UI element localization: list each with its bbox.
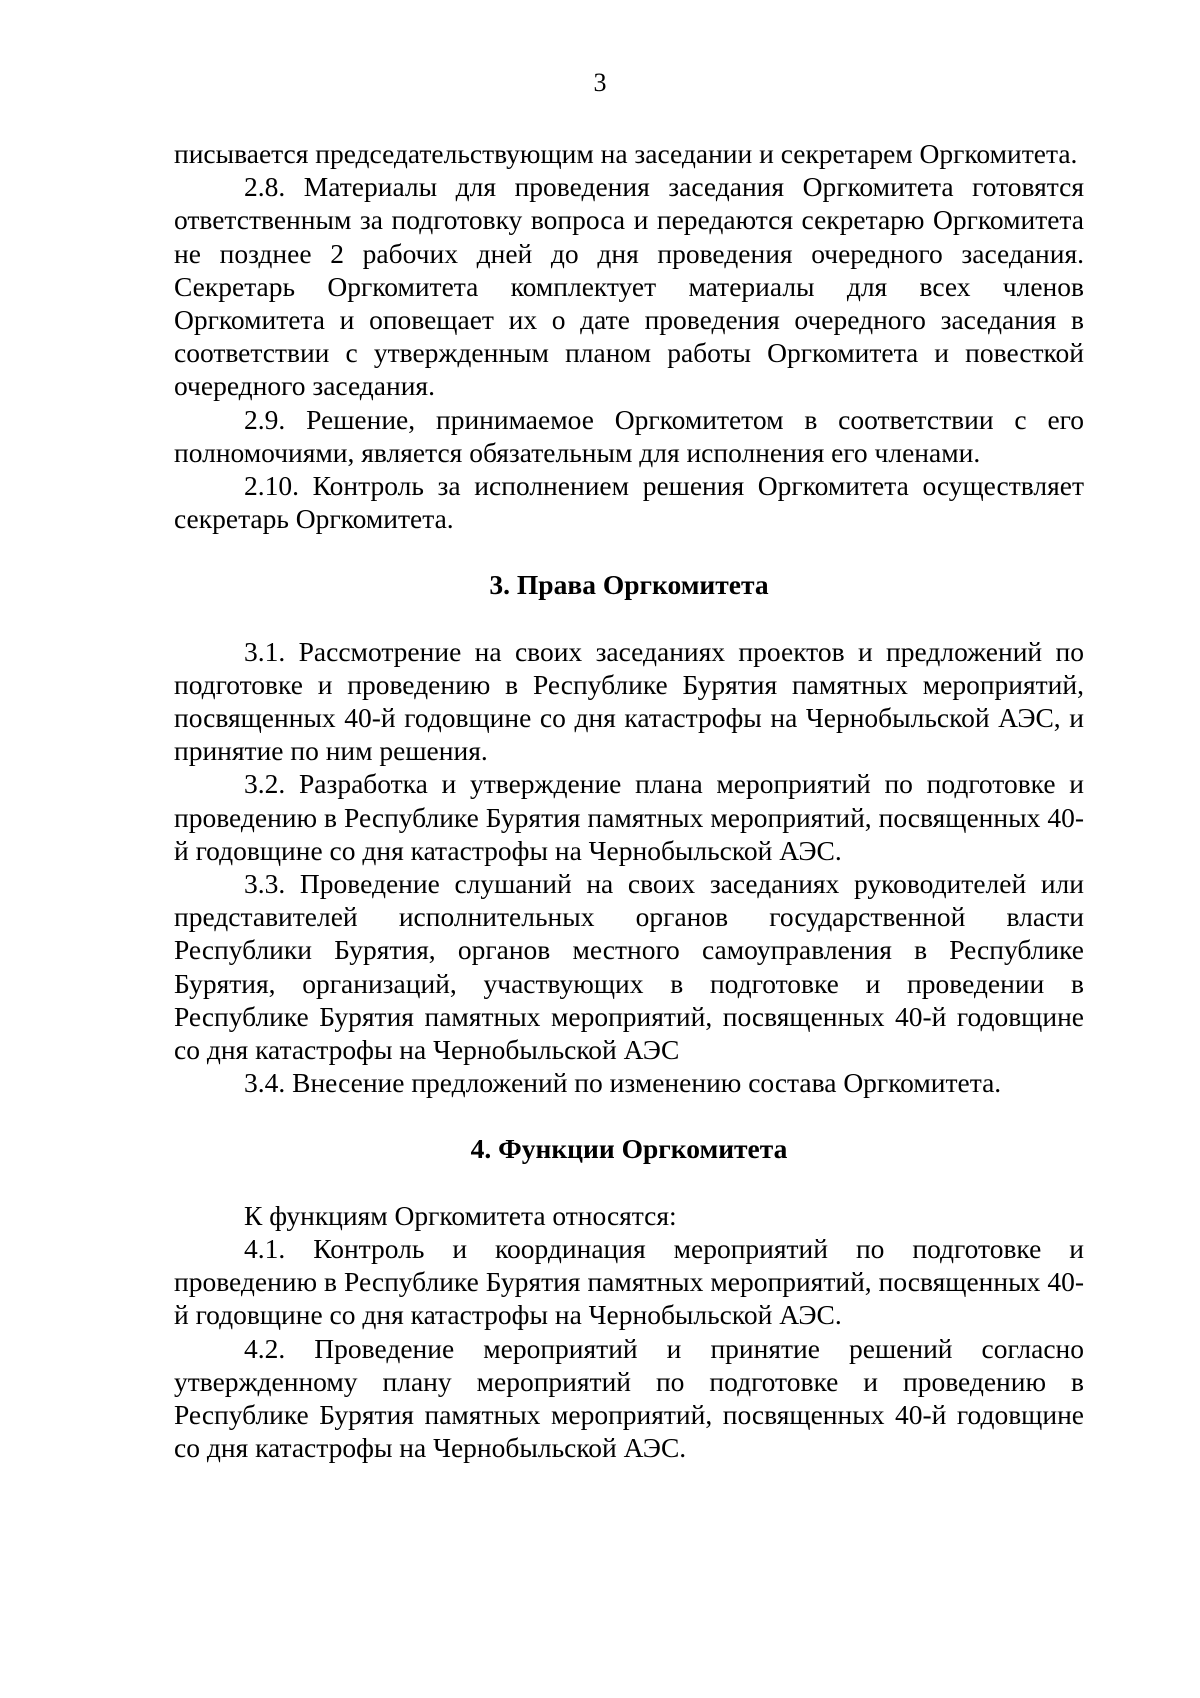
- paragraph-4-intro: К функциям Оргкомитета относятся:: [244, 1199, 677, 1231]
- paragraph-3-3: 3.3. Проведение слушаний на своих заседаниях руководителей или представителей исполнительных органов государственной власти Республики Бурятия, органов местного самоуправления в Республике Бурятия, организаций, участвующих в подготовке и проведении в Республике Бурятия памятных мероприятий, посвященных 40-й годовщине со дня катастрофы на Чернобыльской АЭС: [174, 868, 1084, 1066]
- paragraph-3-2: 3.2. Разработка и утверждение плана мероприятий по подготовке и проведению в Республике Бурятия памятных мероприятий, посвященных 40-й годовщине со дня катастрофы на Чернобыльской АЭС.: [174, 768, 1084, 866]
- paragraph-2-7-continuation: писывается председательствующим на заседании и секретарем Оргкомитета.: [174, 138, 1078, 169]
- paragraph-2-9: 2.9. Решение, принимаемое Оргкомитетом в соответствии с его полномочиями, является обязательным для исполнения его членами.: [174, 403, 1084, 468]
- paragraph-2-8: 2.8. Материалы для проведения заседания Оргкомитета готовятся ответственным за подготовку вопроса и передаются секретарю Оргкомитета не позднее 2 рабочих дней до дня проведения очередного заседания. Секретарь Оргкомитета комплектует материалы для всех членов Оргкомитета и оповещает их о дате проведения очередного заседания в соответствии с утвержденным планом работы Оргкомитета и повесткой очередного заседания.: [174, 171, 1084, 402]
- paragraph-3-4: 3.4. Внесение предложений по изменению состава Оргкомитета.: [244, 1067, 1002, 1099]
- section-4-heading: 4. Функции Оргкомитета: [470, 1133, 788, 1165]
- paragraph-2-10: 2.10. Контроль за исполнением решения Оргкомитета осуществляет секретарь Оргкомитета.: [174, 470, 1084, 535]
- page-number: 3: [593, 68, 607, 97]
- section-3-heading: 3. Права Оргкомитета: [489, 569, 769, 601]
- document-body: [174, 137, 1084, 1464]
- paragraph-4-1: 4.1. Контроль и координация мероприятий по подготовке и проведению в Республике Бурятия памятных мероприятий, посвященных 40-й годовщине со дня катастрофы на Чернобыльской АЭС.: [174, 1232, 1084, 1331]
- paragraph-3-1: 3.1. Рассмотрение на своих заседаниях проектов и предложений по подготовке и проведению в Республике Бурятия памятных мероприятий, посвященных 40-й годовщине со дня катастрофы на Чернобыльской АЭС, и принятие по ним решения.: [174, 635, 1084, 767]
- paragraph-4-2: 4.2. Проведение мероприятий и принятие решений согласно утвержденному плану мероприятий по подготовке и проведению в Республике Бурятия памятных мероприятий, посвященных 40-й годовщине со дня катастрофы на Чернобыльской АЭС.: [174, 1332, 1084, 1464]
